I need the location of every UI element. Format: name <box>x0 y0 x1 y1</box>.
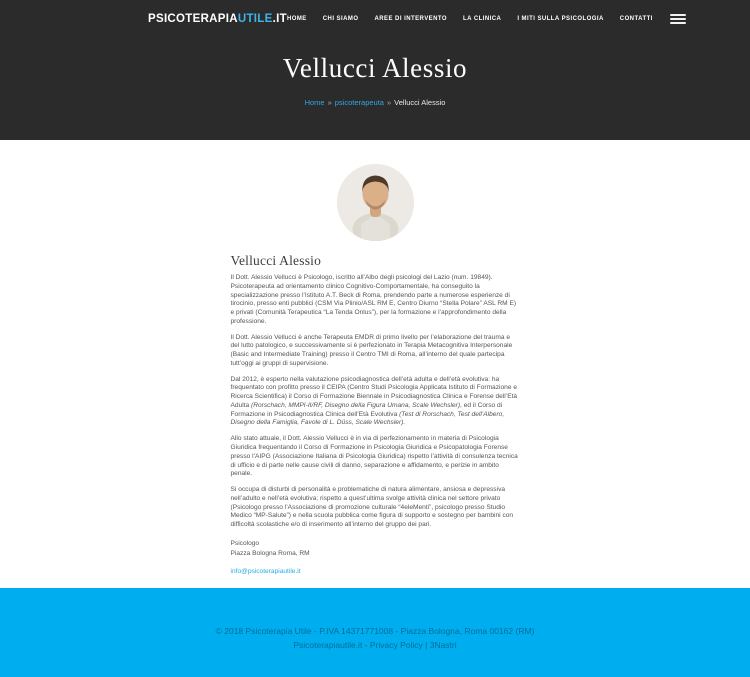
logo-part-utile: UTILE <box>237 13 273 25</box>
breadcrumb-separator: » <box>386 98 392 107</box>
person-portrait-illustration <box>337 164 414 241</box>
bio-paragraph-1: Il Dott. Alessio Vellucci è Psicologo, iscritto all’Albo degli psicologi del Lazio (num. 19849). Psicoterapeuta ad orientamento clinico Cognitivo-Comportamentale, ha conseguito la specializzazione presso l’Istituto A.T. Beck di Roma, prendendo parte a numerose esperienze di tirocinio, presso enti pubblici (CSM Via Plinio/ASL RM E, Centro Diurno “Stella Polare” ASL RM E) e privati (Comunità Terapeutica “La Tenda Onlus”), per la formazione e l’approfondimento della professione. <box>230 274 517 325</box>
profile-role: Psicologo <box>230 539 260 547</box>
profile-photo <box>337 164 414 241</box>
footer-separator: - <box>362 640 370 651</box>
breadcrumb-home-link[interactable]: Home <box>304 98 325 107</box>
bio-paragraph-2: Il Dott. Alessio Vellucci è anche Terapeuta EMDR di primo livello per l’elaborazione del trauma e del lutto patologico, e successivamente si è perfezionato in Terapia Metacognitiva Interpersonale (Basic and Intermediate Training) presso il Centro TMI di Roma, all’interno del quale partecipa tutt’oggi ai gruppi di supervisione. <box>230 333 513 367</box>
main-nav <box>287 16 653 22</box>
hamburger-icon[interactable] <box>670 12 686 27</box>
bio-p3-text: Dal 2012, è esperto nella valutazione psicodiagnostica dell’età adulta e dell’età evolutiva: ha frequentato con profitto presso il CEIPA (Centro Studi Psicologia Applicata Istituto di Formazione e Ricerca Scientifica) il Corso di Formazione Biennale in Psicodiagnostica Clinica e Forense dell’Età Adulta <box>230 375 518 409</box>
footer-links-row <box>0 638 750 652</box>
navbar <box>0 9 750 29</box>
breadcrumb <box>0 98 750 107</box>
footer-copyright: © 2018 Psicoterapia Utile - P.IVA 14371771008 - Piazza Bologna, Roma 00162 (RM) <box>215 626 535 636</box>
breadcrumb-current-page: Vellucci Alessio <box>394 98 446 107</box>
nav-item-contatti[interactable]: CONTATTI <box>619 16 653 22</box>
nav-item-chi-siamo[interactable]: CHI SIAMO <box>322 16 359 22</box>
nav-item-home[interactable]: HOME <box>286 16 307 22</box>
bio-p3-tests-adult: (Rorschach, MMPI-II/RF, Disegno della Figura Umana, Scale Wechsler) <box>251 401 461 409</box>
footer-separator: | <box>422 640 430 651</box>
header-hero-section <box>0 0 750 140</box>
nav-item-miti-psicologia[interactable]: I MITI SULLA PSICOLOGIA <box>517 16 604 22</box>
bio-p3-tests-child: (Test di Rorschach, Test dell’Albero, Disegno della Famiglia, Favole di L. Düss, Scale Wechsler). <box>230 410 505 427</box>
footer-link-site[interactable]: Psicoterapiautile.it <box>293 640 363 651</box>
bio-paragraph-3 <box>231 376 520 429</box>
profile-heading: Vellucci Alessio <box>230 253 322 268</box>
bio-paragraph-4: Allo stato attuale, il Dott. Alessio Vellucci è in via di perfezionamento in materia di Psicologia Giuridica frequentando il Corso di Formazione in Psicologia Giuridica e Psicopatologia Forense presso l’AIPG (Associazione Italiana di Psicologia Giuridica) rispetto l’attività di consulenza tecnica di ufficio e di parte nelle cause civili di danno, separazione e affidamento, e perizie in ambito penale. <box>230 435 518 478</box>
hero <box>0 53 750 107</box>
bio-section <box>231 253 520 578</box>
bio-paragraph-5: Si occupa di disturbi di personalità e problematiche di natura alimentare, ansiosa e depressiva nell’adulto e nell’età evolutiva; rispetto a quest’ultima svolge attività clinica nel settore privato (Psicologo presso l’Associazione di promozione culturale “4eleMenti”, psicologo presso Studio Medico “MP-Salute”) e nella scuola pubblica come figura di supporto e sostegno per bambini con difficoltà scolastiche e/o di inserimento all’interno del gruppo dei pari. <box>230 486 514 529</box>
profile-address: Piazza Bologna Roma, RM <box>230 549 310 557</box>
contact-block <box>231 539 520 559</box>
breadcrumb-psicoterapeuta-link[interactable]: psicoterapeuta <box>334 98 384 107</box>
main-content <box>0 140 750 588</box>
page-title: Vellucci Alessio <box>282 53 468 83</box>
bio-p3-text: , ed il Corso di Formazione in Psicodiagnostica Clinica dell’Età Evolutiva <box>230 401 503 418</box>
logo-part-it: .IT <box>272 13 287 25</box>
footer-link-3nastri[interactable]: 3Nastri <box>429 640 457 651</box>
footer <box>0 588 750 677</box>
logo-part-psicoterapia: PSICOTERAPIA <box>148 13 238 25</box>
email-link[interactable]: info@psicoterapiautile.it <box>230 567 301 575</box>
footer-link-privacy-policy[interactable]: Privacy Policy <box>369 640 423 651</box>
nav-item-aree-di-intervento[interactable]: AREE DI INTERVENTO <box>374 16 448 22</box>
site-logo[interactable] <box>148 13 287 25</box>
nav-item-la-clinica[interactable]: LA CLINICA <box>463 16 502 22</box>
breadcrumb-separator: » <box>327 98 332 107</box>
